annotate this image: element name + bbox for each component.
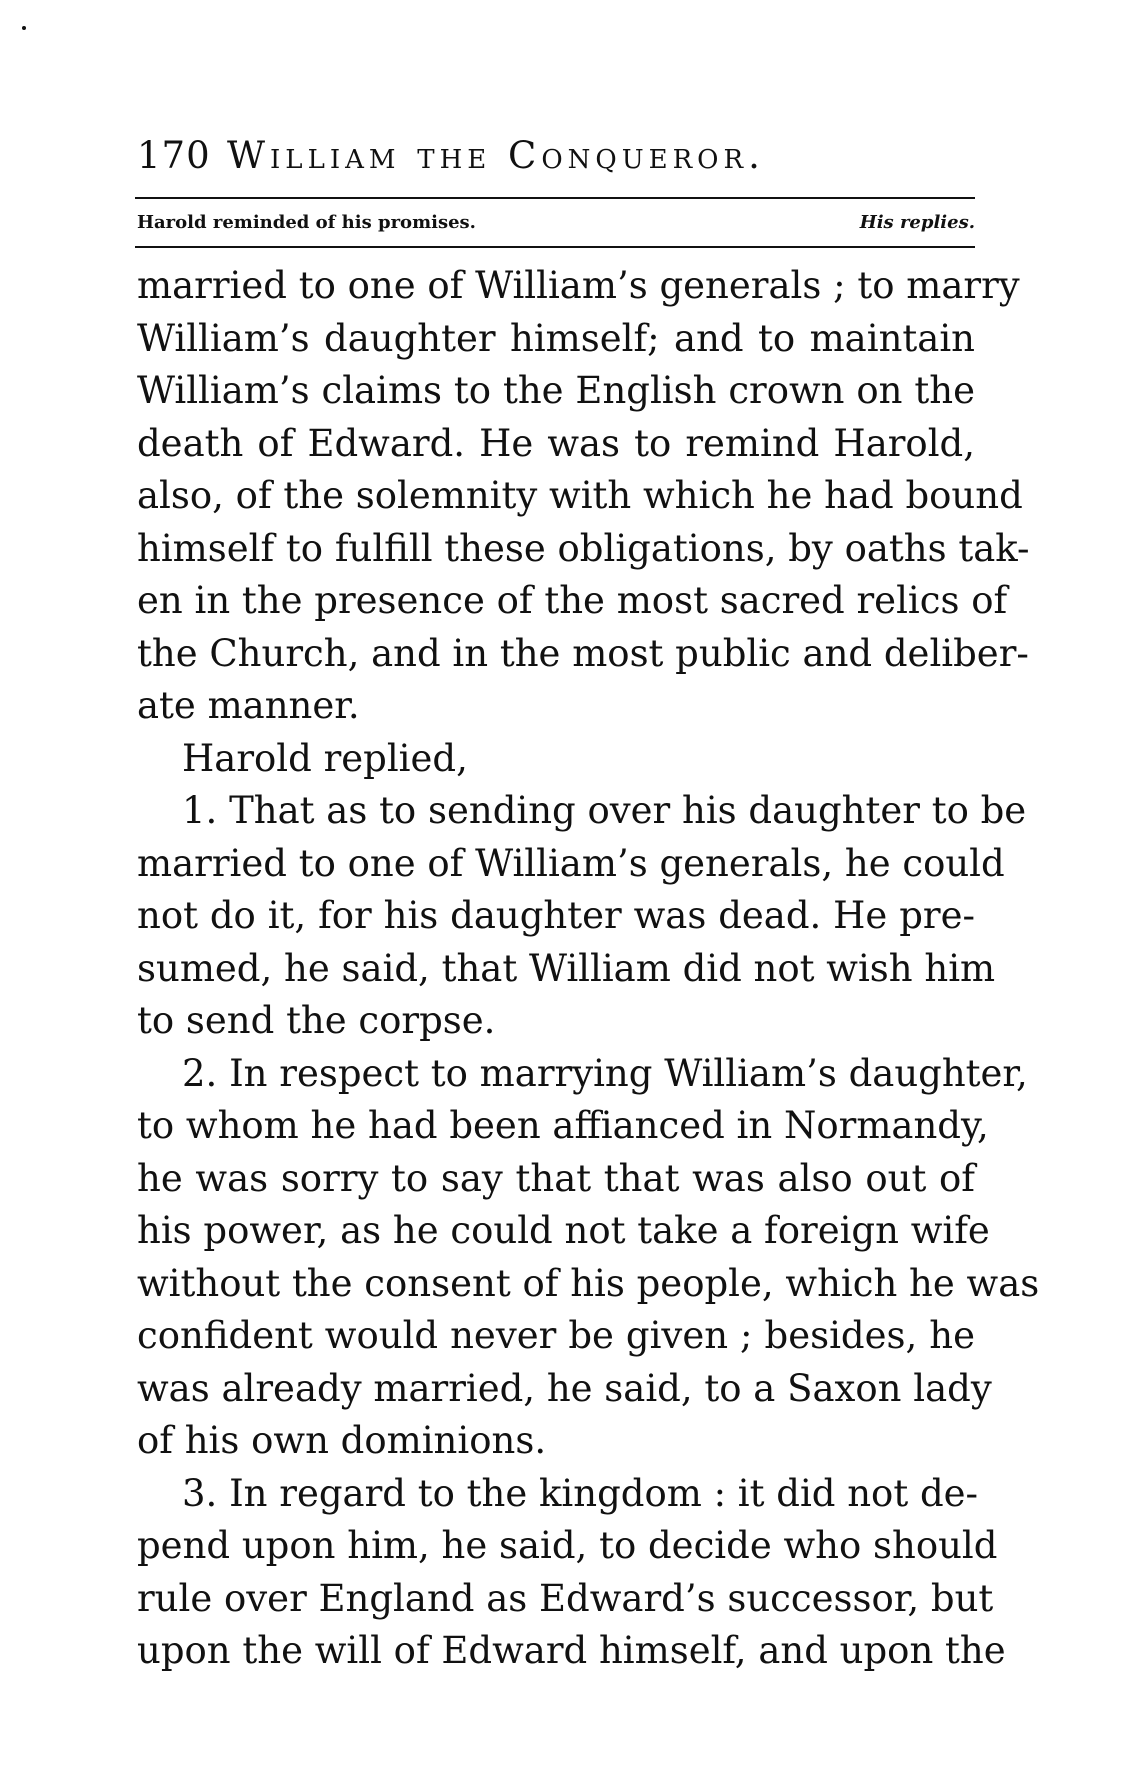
text-line: the Church, and in the most public and deliber-	[137, 631, 1029, 675]
text-line: death of Edward. He was to remind Harold,	[137, 421, 975, 465]
paragraph-reply-three	[137, 1468, 1006, 1678]
print-speck	[22, 26, 26, 30]
running-head	[137, 126, 975, 186]
text-line: he was sorry to say that that was also out of	[137, 1156, 975, 1200]
side-notes	[137, 203, 975, 243]
text-line: his power, as he could not take a foreign wife	[137, 1209, 990, 1252]
text-line: to send the corpse.	[137, 999, 496, 1042]
body-text	[137, 260, 1040, 1678]
text-line: to whom he had been affianced in Normandy,	[137, 1104, 989, 1147]
text-line: Harold replied,	[182, 736, 468, 780]
paragraph-reply-two	[137, 1048, 1040, 1468]
text-line: married to one of William’s generals, he could	[137, 841, 1005, 885]
text-line: married to one of William’s generals ; to marry	[137, 264, 1020, 307]
text-line: ate manner.	[137, 684, 360, 727]
paragraph-harold-replied	[137, 733, 975, 786]
text-line: without the consent of his people, which he was	[137, 1261, 1040, 1305]
text-line: was already married, he said, to a Saxon lady	[137, 1366, 992, 1410]
text-line: also, of the solemnity with which he had bound	[137, 474, 1023, 517]
text-line: en in the presence of the most sacred relics of	[137, 579, 1008, 622]
text-line: William’s claims to the English crown on the	[137, 369, 975, 412]
text-line: William’s daughter himself; and to maintain	[137, 316, 975, 360]
text-line: 1. That as to sending over his daughter to be	[182, 789, 1027, 832]
text-line: of his own dominions.	[137, 1419, 547, 1462]
text-line: 2. In respect to marrying William’s daughter,	[182, 1051, 1028, 1095]
side-note-left: Harold reminded of his promises.	[137, 212, 476, 233]
text-line: upon the will of Edward himself, and upon the	[137, 1629, 1006, 1672]
header-rule-top	[135, 197, 975, 199]
text-line: 3. In regard to the kingdom : it did not de-	[182, 1471, 979, 1515]
header-rule-bottom	[135, 246, 975, 248]
text-line: rule over England as Edward’s successor, but	[137, 1576, 994, 1620]
page-number: 170	[137, 134, 211, 177]
side-note-right: His replies.	[859, 212, 975, 233]
book-title: William the Conqueror.	[227, 134, 765, 177]
text-line: confident would never be given ; besides, he	[137, 1314, 975, 1357]
paragraph-continuation	[137, 260, 1030, 733]
text-line: himself to fulfill these obligations, by oaths tak-	[137, 526, 1030, 570]
text-line: not do it, for his daughter was dead. He pre-	[137, 894, 975, 937]
paragraph-reply-one	[137, 785, 1027, 1048]
text-line: pend upon him, he said, to decide who should	[137, 1524, 998, 1567]
text-line: sumed, he said, that William did not wish him	[137, 946, 996, 990]
